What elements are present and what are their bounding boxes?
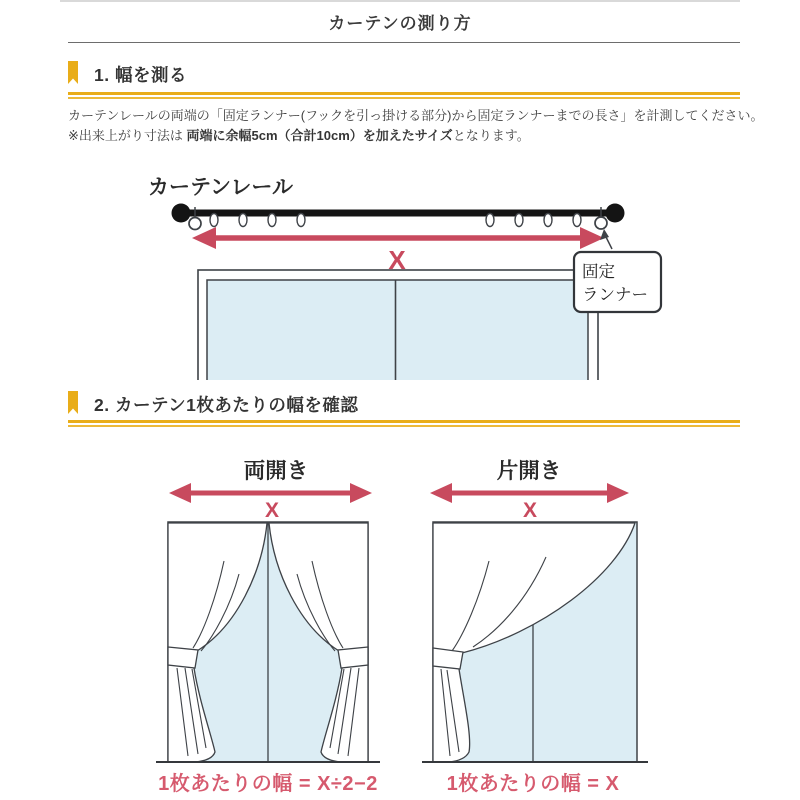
top-partial-rule <box>60 0 740 2</box>
callout-line2: ランナー <box>582 286 648 304</box>
formula-double: 1枚あたりの幅 = X÷2−2 <box>158 773 378 795</box>
x-label-single: X <box>522 499 538 522</box>
section2-underline <box>68 420 740 427</box>
description-line2-prefix: ※出来上がり寸法は <box>68 128 187 143</box>
section2-marker-icon <box>68 391 78 414</box>
double-open-title: 両開き <box>243 459 309 483</box>
tieback-single <box>433 648 463 669</box>
page-title: カーテンの測り方 <box>328 14 472 33</box>
window-graphic <box>198 270 598 380</box>
rail-diagram <box>60 168 740 380</box>
description-line2-suffix: となります。 <box>452 128 530 143</box>
section1-heading: 1. 幅を測る <box>94 65 187 85</box>
description-line1: カーテンレールの両端の「固定ランナー(フックを引っ掛ける部分)から固定ランナーまでの長さ」を計測してください。 <box>68 108 764 123</box>
section1-underline <box>68 92 740 99</box>
tieback-left <box>168 647 198 668</box>
section2-heading: 2. カーテン1枚あたりの幅を確認 <box>94 395 359 415</box>
callout-line1: 固定 <box>582 263 615 281</box>
rail-label: カーテンレール <box>148 176 294 199</box>
section1-marker-icon <box>68 61 78 84</box>
callout-arrow-icon <box>600 229 609 240</box>
fixed-runner-right <box>595 217 607 229</box>
description-line2-bold: 両端に余幅5cm（合計10cm）を加えたサイズ <box>186 128 453 143</box>
curtain-width-diagram <box>120 440 680 800</box>
single-open-window <box>422 522 648 762</box>
title-divider <box>68 42 740 43</box>
tieback-right <box>338 647 368 668</box>
single-open-title: 片開き <box>496 459 562 483</box>
x-label-rail: X <box>388 245 406 275</box>
x-label-double: X <box>264 499 280 522</box>
double-open-window <box>156 522 380 762</box>
section1-description <box>68 106 764 146</box>
formula-single: 1枚あたりの幅 = X <box>446 773 620 795</box>
fixed-runner-left <box>189 218 201 230</box>
